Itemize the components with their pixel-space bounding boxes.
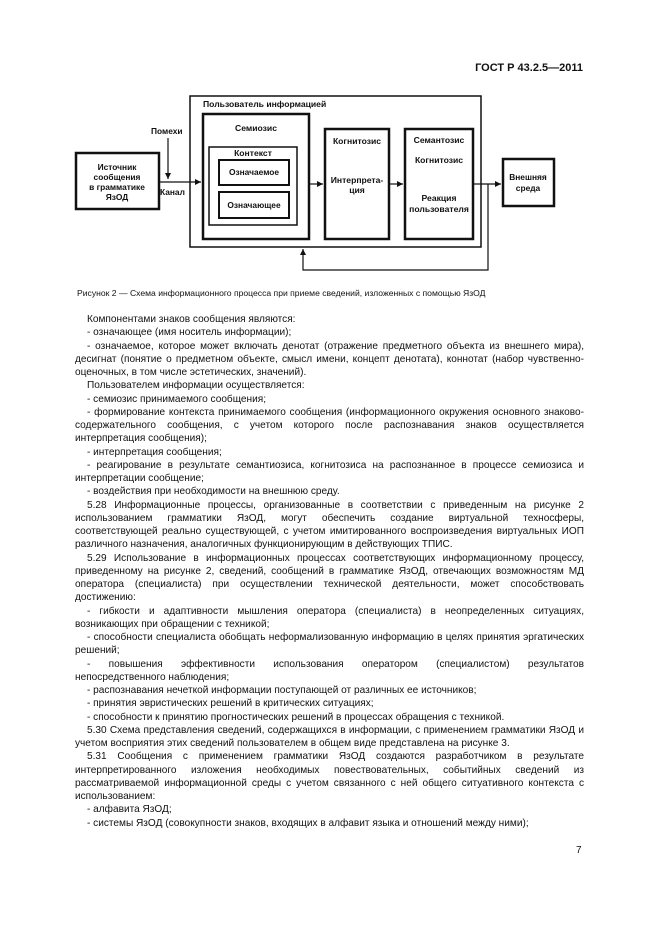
interpretation-label-line1: Интерпрета-: [330, 175, 384, 185]
noise-label: Помехи: [151, 126, 183, 136]
semantosis-label: Семантозис: [413, 135, 465, 145]
figure-caption: Рисунок 2 — Схема информационного процесса при приеме сведений, изложенных с помощью ЯзОД: [77, 288, 486, 298]
paragraph: - системы ЯзОД (совокупности знаков, входящих в алфавит языка и отношений между ними);: [87, 817, 529, 829]
feedback-loop-arrow: [303, 184, 488, 270]
paragraph: - интерпретация сообщения;: [87, 446, 222, 458]
paragraph: 5.30 Схема представления сведений, содержащихся в информации, с применением грамматики ЯзОД и учетом восприятия этих сведений пользователем в общем виде представлена на рисунке 3.: [75, 724, 584, 749]
reaction-label-line1: Реакция: [421, 193, 457, 203]
interpretation-label-line2: ция: [349, 185, 365, 195]
paragraph: - воздействия при необходимости на внешнюю среду.: [87, 486, 340, 498]
channel-label: Канал: [160, 187, 185, 197]
reaction-label-line2: пользователя: [409, 204, 469, 214]
semantosis-box: [405, 129, 473, 239]
paragraph: - формирование контекста принимаемого сообщения (информационного окружения основного знаково-содержательного сообщения, с учетом которого после распознавания знаков осуществляется интерпретация сообщения);: [75, 406, 584, 445]
cognitosis-label: Когнитозис: [332, 136, 382, 146]
paragraph: - способности к принятию прогностических решений в процессах обращения с техникой.: [87, 711, 505, 723]
paragraph: - означающее (имя носитель информации);: [87, 327, 292, 339]
message-source-line2: сообщения: [93, 172, 141, 182]
document-code-header: ГОСТ Р 43.2.5—2011: [475, 62, 583, 74]
paragraph: - семиозис принимаемого сообщения;: [87, 393, 267, 405]
paragraph: - повышения эффективности использования оператором (специалистом) результатов непосредственного наблюдения;: [75, 658, 584, 683]
paragraph: Компонентами знаков сообщения являются:: [87, 314, 296, 325]
paragraph: - алфавита ЯзОД;: [87, 804, 172, 816]
page-number: 7: [576, 845, 582, 856]
paragraph: - распознавания нечеткой информации поступающей от различных ее источников;: [87, 685, 477, 696]
message-source-line3: в грамматике: [89, 182, 145, 192]
paragraph: 5.31 Сообщения с применением грамматики ЯзОД создаются разработчиком в результате интерпретированного изложения необходимых повествовательных, событийных сведений из рассматриваемой информационной среды с учетом связанного с ней общего ситуативного контекста с использованием:: [75, 751, 584, 802]
paragraph: Пользователем информации осуществляется:: [87, 380, 305, 392]
context-label: Контекст: [234, 148, 272, 158]
external-environment-line1: Внешняя: [509, 172, 547, 182]
information-process-diagram: [0, 0, 661, 300]
message-source-line4: ЯзОД: [105, 192, 129, 202]
semiosis-label: Семиозис: [235, 123, 277, 133]
paragraph: - принятия эвристических решений в критических ситуациях;: [87, 698, 374, 710]
document-body: [75, 313, 584, 830]
paragraph: 5.28 Информационные процессы, организованные в соответствии с приведенным на рисунке 2 использованием грамматики ЯзОД, могут обеспечить создание виртуальной техносферы, соответствующей реально существующей, с учетом имитированного воспроизведения виртуальных ИОП различного назначения, аналогичных функционирующим в действующих ТПИС.: [75, 499, 584, 551]
message-source-line1: Источник: [97, 162, 137, 172]
cognitosis2-label: Когнитозис: [414, 155, 464, 165]
paragraph: 5.29 Использование в информационных процессах соответствующих информационному процессу, приведенному на рисунке 2, сведений, сообщений в грамматике ЯзОД, отвечающих возможностям МД оператора (специалиста) при осуществлении технической деятельности, может способствовать достижению:: [75, 552, 584, 604]
paragraph: - гибкости и адаптивности мышления оператора (специалиста) в неопределенных ситуациях, возникающих при обращении с техникой;: [75, 605, 584, 630]
user-of-information-label: Пользователь информацией: [203, 99, 327, 109]
paragraph: - способности специалиста обобщать неформализованную информацию в целях принятия эргатических решений;: [75, 632, 584, 657]
signified-label: Означаемое: [228, 167, 280, 177]
paragraph: - означаемое, которое может включать денотат (отражение предметного объекта из внешнего мира), десигнат (понятие о предметном объекте, смысл имени, концепт денотата), коннотат (набор чувственно-оценочных, в том числе эстетических, значений).: [75, 340, 584, 378]
external-environment-line2: среда: [515, 183, 541, 193]
paragraph: - реагирование в результате семантиозиса, когнитозиса на распознанное в процессе семиозиса и интерпретации сообщение;: [75, 459, 584, 484]
signifier-label: Означающее: [227, 200, 281, 210]
